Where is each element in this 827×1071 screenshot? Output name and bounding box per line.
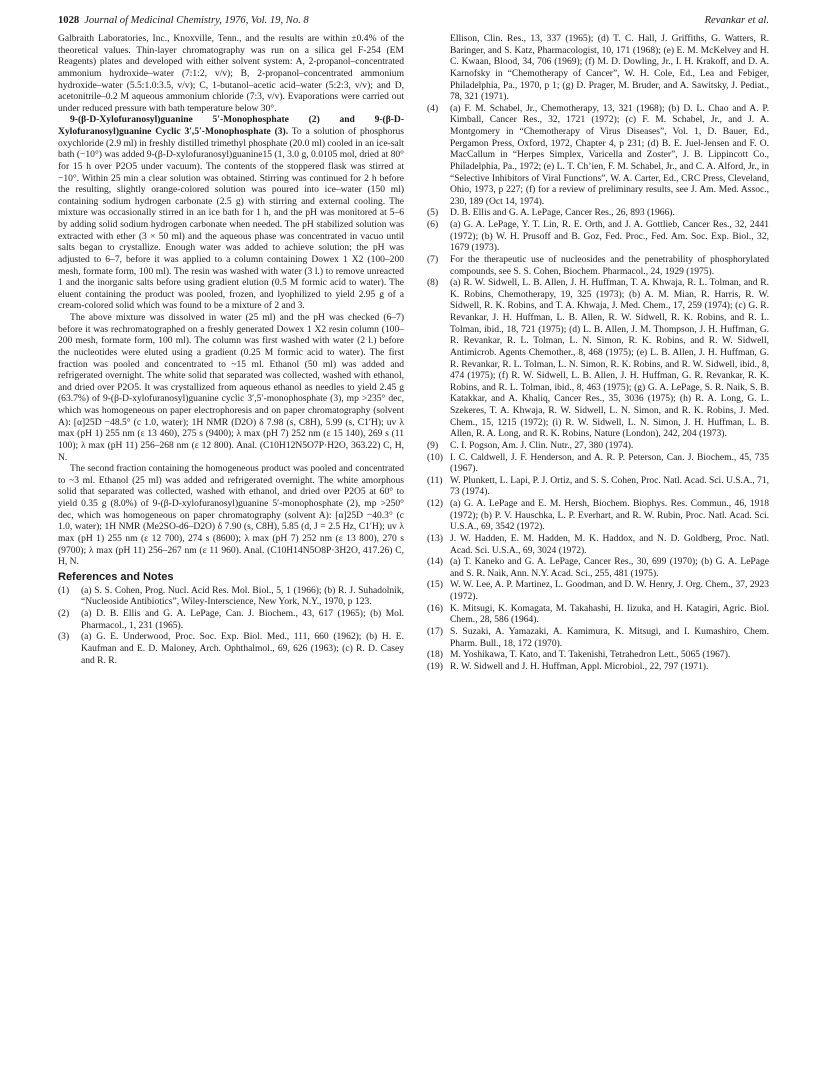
reference-entry (427, 603, 769, 626)
procedure-text: To a solution of phosphorus oxychloride (2.9 ml) in freshly distilled trimethyl phosphate (20.0 ml) cooled in an ice-salt bath (−10°) was added 9-(β-D-xylofuranosyl)guanine15 (1, 3.0 g, 0.0105 mol, dried at 80° for 15 h over P2O5 under vacuum). The contents of the stoppered flask was stirred at −10°. Within 25 min a clear solution was obtained. Stirring was continued for 2 h before the resulting, slightly orange-colored solution was poured into ice–water (150 ml) containing sodium hydrogen carbonate (2.5 g) with stirring and external cooling. The mixture was occasionally stirred in an ice bath for 1 h, and the pH was monitored at 5–6 by adding solid sodium hydrogen carbonate when needed. The pH stabilized solution was extracted with ether (3 × 50 ml) and the aqueous phase was concentrated in vacuo until salts began to crystallize. Enough water was added to achieve solution; the pH was adjusted to 6–7, before it was applied to a column containing Dowex 1 X2 (100–200 mesh, formate form, 100 ml). The resin was washed with water (3 l.) to remove unreacted 1 and the inorganic salts before using gradient elution (0.5 M formic acid to water). The eluent containing the product was pooled, frozen, and lyophilized to yield 2.95 g of a cream-colored solid which was found to be a mixture of 2 and 3. (58, 126, 404, 312)
experimental-paragraph-2 (58, 114, 404, 312)
reference-text: J. W. Hadden, E. M. Hadden, M. K. Haddox, and N. D. Goldberg, Proc. Natl. Acad. Sci. U.S.A., 69, 3024 (1972). (450, 532, 769, 556)
reference-number: (15) (427, 579, 443, 591)
reference-entry (427, 649, 769, 661)
reference-text: (a) G. A. LePage and E. M. Hersh, Biochem. Biophys. Res. Commun., 46, 1918 (1972); (b) P. V. Hauschka, L. P. Everhart, and R. W. Rubin, Proc. Natl. Acad. Sci. U.S.A., 69, 3542 (1972). (450, 498, 769, 533)
reference-number: (1) (58, 584, 70, 596)
reference-entry (427, 207, 769, 219)
reference-entry (58, 585, 404, 608)
reference-number: (2) (58, 608, 70, 619)
experimental-paragraph-3: The above mixture was dissolved in water (25 ml) and the pH was checked (6–7) before it was rechromatographed on a freshly generated Dowex 1 X2 resin column (100–200 mesh, formate form, 100 ml). The column was first washed with water (2 l.) before the nucleotides were eluted using a gradient (0.25 M formic acid to water). The first fraction was pooled and concentrated to ~15 ml. Ethanol (50 ml) was added and refrigerated overnight. The white solid that separated was collected, washed with ethanol, and dried over P2O5. It was crystallized from aqueous ethanol as needles to yield 2.45 g (63.7%) of 9-(β-D-xylofuranosyl)guanine cyclic 3′,5′-monophosphate (3), mp >235° dec, which was homogeneous on paper electrophoresis and on paper chromatography (solvent A): [α]25D −48.5° (c 1.0, water); 1H NMR (D2O) δ 7.98 (s, C8H), 5.99 (s, C1′H); uv λ max (pH 1) 255 nm (ε 13 460), 275 s (9400); λ max (pH 7) 252 nm (ε 15 140), 269 s (11 100); λ max (pH 11) 256–268 nm (ε 12 800). Anal. (C10H12N5O7P·H2O, 363.22) C, H, N. (58, 312, 404, 463)
reference-number (427, 33, 450, 103)
reference-entry (427, 277, 769, 440)
reference-text: (a) G. A. LePage, Y. T. Lin, R. E. Orth, and J. A. Gottlieb, Cancer Res., 32, 2441 (1972); (b) W. H. Prusoff and B. Goz, Fed. Proc., Fed. Am. Soc. Exp. Biol., 32, 1679 (1973). (450, 219, 769, 254)
reference-entry (427, 475, 769, 498)
reference-text: (a) G. E. Underwood, Proc. Soc. Exp. Biol. Med., 111, 660 (1962); (b) H. E. Kaufman and E. D. Maloney, Arch. Ophthalmol., 69, 626 (1963); (c) R. D. Casey and R. R. (81, 631, 404, 666)
reference-entry (58, 631, 404, 666)
reference-entry (427, 533, 769, 556)
reference-entry (58, 608, 404, 631)
reference-number: (9) (427, 439, 439, 451)
reference-number: (10) (427, 451, 443, 463)
reference-text: (a) F. M. Schabel, Jr., Chemotherapy, 13, 321 (1968); (b) D. L. Chao and A. P. Kimball, Cancer Res., 32, 1721 (1972); (c) F. M. Schabel, Jr., and J. A. Montgomery in “Chemotherapy of Virus Diseases”, Vol. 1, D. Bauer, Ed., Pergamon Press, Oxford, 1972, Chapter 4, p 231; (d) B. E. Juel-Jensen and F. O. MacCallum in “Herpes Simplex, Varicella and Zoster”, J. B. Lippincott Co., Philadelphia, Pa., 1972; (e) L. T. Ch’ien, F. M. Schabel, Jr., and C. A. Alford, Jr., in “Selective Inhibitors of Viral Functions”, W. A. Carter, Ed., CRC Press, Cleveland, Ohio, 1973, p 227; (f) for a review of preliminary results, see J. Am. Med. Assoc., 230, 189 (Oct 14, 1974). (450, 102, 769, 207)
journal-citation: Journal of Medicinal Chemistry, 1976, Vol. 19, No. 8 (84, 15, 309, 26)
reference-number: (4) (427, 102, 439, 114)
reference-number: (7) (427, 253, 439, 265)
reference-entry (427, 626, 769, 649)
reference-list-right (427, 33, 769, 672)
references-heading: References and Notes (58, 570, 174, 583)
reference-text: W. Plunkett, L. Lapi, P. J. Ortiz, and S. S. Cohen, Proc. Natl. Acad. Sci. U.S.A., 71, 73 (1974). (450, 474, 769, 498)
right-column (427, 33, 769, 672)
reference-text: W. W. Lee, A. P. Martinez, L. Goodman, and D. W. Henry, J. Org. Chem., 37, 2923 (1972). (450, 579, 769, 602)
reference-text: K. Mitsugi, K. Komagata, M. Takahashi, H. Iizuka, and H. Katagiri, Agric. Biol. Chem., 28, 586 (1964). (450, 602, 769, 626)
reference-entry (427, 219, 769, 254)
reference-entry (427, 661, 769, 673)
reference-number: (8) (427, 277, 439, 289)
reference-entry (427, 33, 769, 103)
reference-number: (3) (58, 631, 70, 643)
reference-number: (18) (427, 649, 443, 661)
reference-text: Ellison, Clin. Res., 13, 337 (1965); (d) T. C. Hall, J. Griffiths, G. Watters, R. Baringer, and S. Katz, Pharmacologist, 10, 171 (1968); (e) E. M. McKelvey and H. C. Kwaan, Blood, 34, 706 (1969); (f) M. D. Dowling, Jr., I. H. Krakoff, and D. A. Karnofsky in “Chemotherapy of Cancer”, W. H. Cole, Ed., Lea and Febiger, Philadelphia, Pa., 1970, p 1; (g) D. Prager, M. Bruder, and A. Sawitsky, J. Pediat., 78, 321 (1971). (450, 33, 769, 103)
page-number: 1028 (58, 15, 80, 26)
reference-number: (16) (427, 602, 443, 614)
reference-number: (12) (427, 498, 443, 509)
reference-text: (a) D. B. Ellis and G. A. LePage, Can. J. Biochem., 43, 617 (1965); (b) Mol. Pharmacol., 1, 231 (1965). (81, 608, 404, 631)
experimental-paragraph-4: The second fraction containing the homogeneous product was pooled and concentrated to ~3 ml. Ethanol (25 ml) was added and refrigerated overnight. The white amorphous solid that separated was collected, washed with ethanol, and dried over P2O5 at 60° to yield 0.35 g (8.0%) of 9-(β-D-xylofuranosyl)guanine 5′-monophosphate (2), mp >250° dec, which was homogeneous on paper chromatography (solvent A): [α]25D −40.3° (c 1.0, water); 1H NMR (Me2SO-d6–D2O) δ 7.90 (s, C8H), 5.85 (d, J = 2.5 Hz, C1′H); uv λ max (pH 1) 255 nm (ε 12 700), 274 s (8600); λ max (pH 7) 252 nm (ε 13 800), 270 s (9700); λ max (pH 11) 256–267 nm (ε 11 960). Anal. (C10H14N5O8P·3H2O, 417.26) C, H, N. (58, 463, 404, 568)
reference-entry (427, 103, 769, 208)
reference-text: M. Yoshikawa, T. Kato, and T. Takenishi, Tetrahedron Lett., 5065 (1967). (450, 649, 731, 661)
reference-text: R. W. Sidwell and J. H. Huffman, Appl. Microbiol., 22, 797 (1971). (450, 660, 709, 672)
reference-text: S. Suzaki, A. Yamazaki, A. Kamimura, K. Mitsugi, and I. Kumashiro, Chem. Pharm. Bull., 18, 172 (1970). (450, 625, 769, 649)
reference-number: (17) (427, 625, 443, 637)
reference-number: (11) (427, 474, 443, 486)
reference-text: (a) S. S. Cohen, Prog. Nucl. Acid Res. Mol. Biol., 5, 1 (1966); (b) R. J. Suhadolnik, “Nucleoside Antibiotics”, Wiley-Interscience, New York, N.Y., 1970, p 123. (81, 584, 404, 608)
experimental-paragraph-1: Galbraith Laboratories, Inc., Knoxville, Tenn., and the results are within ±0.4% of the theoretical values. Thin-layer chromatography was run on a silica gel F-254 (EM Reagents) plates and developed with either solvent system: A, 2-propanol–concentrated ammonium hydroxide–water (7:1:2, v/v); B, 2-propanol–concentrated ammonium hydroxide–water (5.5:1.0:3.5, v/v); C, 1-butanol–acetic acid–water (5:2:3, v/v); and D, acetonitrile–0.2 M aqueous ammonium chloride (7:3, v/v). Evaporations were carried out under reduced pressure with bath temperature below 30°. (58, 33, 404, 114)
reference-entry (427, 452, 769, 475)
reference-text: D. B. Ellis and G. A. LePage, Cancer Res., 26, 893 (1966). (450, 207, 675, 219)
reference-entry (427, 440, 769, 452)
left-column (58, 33, 404, 666)
reference-text: (a) R. W. Sidwell, L. B. Allen, J. H. Huffman, T. A. Khwaja, R. L. Tolman, and R. K. Robins, Chemotherapy, 19, 325 (1973); (b) A. M. Mian, R. Harris, R. W. Sidwell, R. K. Robins, and T. A. Khwaja, J. Med. Chem., 17, 259 (1974); (c) G. R. Revankar, J. H. Huffman, L. B. Allen, R. W. Sidwell, R. K. Robins, and R. L. Tolman, ibid., 18, 721 (1975); (d) L. B. Allen, J. M. Thompson, J. H. Huffman, G. R. Revankar, R. L. Tolman, L. N. Simon, R. K. Robins, and R. W. Sidwell, Antimicrob. Agents Chemother., 8, 468 (1975); (e) L. B. Allen, J. H. Huffman, G. R. Revankar, R. L. Tolman, L. N. Simon, R. K. Robins, and R. W. Sidwell, ibid., 8, 474 (1975); (f) R. W. Sidwell, L. B. Allen, J. H. Huffman, G. R. Revankar, R. K. Robins, and R. L. Tolman, ibid., 8, 463 (1975); (g) G. A. LePage, S. R. Naik, S. B. Katakkar, and A. Khaliq, Cancer Res., 35, 3036 (1975); (h) R. A. Long, G. L. Szekeres, T. A. Khwaja, R. W. Sidwell, L. N. Simon, and R. K. Robins, J. Med. Chem., 15, 1215 (1972); (i) R. W. Sidwell, L. N. Simon, J. H. Huffman, L. B. Allen, R. A. Long, and R. K. Robins, Nature (London), 242, 204 (1973). (450, 277, 769, 440)
reference-number: (14) (427, 556, 443, 568)
compound-heading: 9-(β-D-Xylofuranosyl)guanine 5′-Monophosphate (2) and 9-(β-D-Xylofuranosyl)guanine Cyclic 3′,5′-Monophosphate (3). (58, 114, 404, 137)
header-authors: Revankar et al. (704, 15, 769, 26)
reference-entry (427, 556, 769, 579)
reference-text: I. C. Caldwell, J. F. Henderson, and A. R. P. Peterson, Can. J. Biochem., 45, 735 (1967). (450, 451, 769, 475)
reference-text: For the therapeutic use of nucleosides and the penetrability of phosphorylated compounds, see S. S. Cohen, Biochem. Pharmacol., 24, 1929 (1975). (450, 253, 769, 277)
reference-number: (5) (427, 207, 439, 219)
reference-number: (19) (427, 660, 443, 672)
reference-number: (13) (427, 532, 443, 544)
header-left (58, 14, 309, 28)
reference-text: C. I. Pogson, Am. J. Clin. Nutr., 27, 380 (1974). (450, 439, 634, 451)
reference-entry (427, 254, 769, 277)
reference-text: (a) T. Kaneko and G. A. LePage, Cancer Res., 30, 699 (1970); (b) G. A. LePage and S. R. Naik, Ann. N.Y. Acad. Sci., 255, 481 (1975). (450, 556, 769, 579)
reference-entry (427, 498, 769, 533)
running-header (58, 14, 769, 28)
reference-list-left (58, 585, 404, 666)
reference-entry (427, 579, 769, 602)
reference-number: (6) (427, 219, 439, 230)
